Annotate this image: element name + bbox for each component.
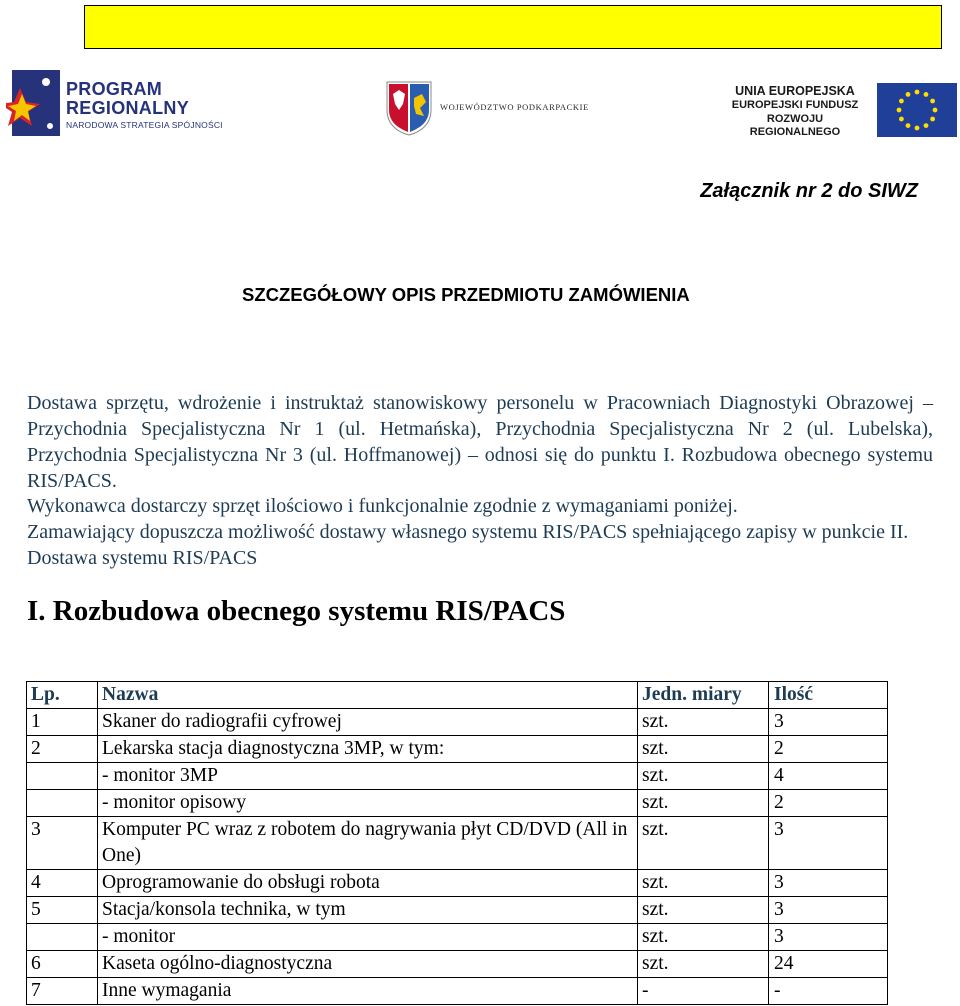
- cell-name: - monitor: [98, 924, 638, 951]
- cell-unit: szt.: [638, 870, 769, 897]
- table-row: [27, 736, 888, 763]
- cell-lp: [27, 790, 98, 817]
- cell-name: Stacja/konsola technika, w tym: [98, 897, 638, 924]
- cell-unit: szt.: [638, 817, 769, 870]
- table-header-row: [27, 682, 888, 709]
- cell-unit: szt.: [638, 897, 769, 924]
- table-row: [27, 924, 888, 951]
- table-row: [27, 870, 888, 897]
- cell-qty: 4: [769, 763, 888, 790]
- ue-logo-line3: ROZWOJU REGIONALNEGO: [749, 112, 841, 138]
- cell-unit: szt.: [638, 951, 769, 978]
- intro-paragraph: Dostawa sprzętu, wdrożenie i instruktaż stanowiskowy personelu w Pracowniach Diagnostyki Obrazowej – Przychodnia Specjalistyczna Nr 1 (ul. Hetmańska), Przychodnia Specjalistyczna Nr 2 (ul. Lubelska), Przychodnia Specjalistyczna Nr 3 (ul. Hoffmanowej) – odnosi się do punktu I. Rozbudowa obecnego systemu RIS/PACS.: [27, 392, 933, 492]
- cell-lp: [27, 924, 98, 951]
- program-regionalny-emblem-icon: [6, 66, 62, 142]
- header-qty: Ilość: [769, 682, 888, 709]
- cell-qty: 3: [769, 817, 888, 870]
- table-row: [27, 897, 888, 924]
- wojewodztwo-podkarpackie-logo: [385, 80, 600, 138]
- cell-name: - monitor opisowy: [98, 790, 638, 817]
- cell-name: Skaner do radiografii cyfrowej: [98, 709, 638, 736]
- logo-program-line3: NARODOWA STRATEGIA SPÓJNOŚCI: [66, 120, 223, 130]
- cell-unit: szt.: [638, 709, 769, 736]
- table-row: [27, 709, 888, 736]
- document-title: SZCZEGÓŁOWY OPIS PRZEDMIOTU ZAMÓWIENIA: [242, 284, 690, 305]
- cell-qty: -: [769, 978, 888, 1005]
- contractor-note: Wykonawca dostarczy sprzęt ilościowo i funkcjonalnie zgodnie z wymaganiami poniżej.: [27, 495, 738, 517]
- cell-lp: 7: [27, 978, 98, 1005]
- header-unit: Jedn. miary: [638, 682, 769, 709]
- logo-program-line1: PROGRAM: [66, 79, 163, 99]
- wojewodztwo-logo-text: WOJEWÓDZTWO PODKARPACKIE: [440, 102, 589, 112]
- cell-qty: 2: [769, 736, 888, 763]
- cell-lp: 3: [27, 817, 98, 870]
- ue-logo-line1: UNIA EUROPEJSKA: [735, 84, 855, 98]
- cell-name: Komputer PC wraz z robotem do nagrywania płyt CD/DVD (All in One): [98, 817, 638, 870]
- cell-lp: 2: [27, 736, 98, 763]
- cell-lp: 6: [27, 951, 98, 978]
- cell-qty: 3: [769, 709, 888, 736]
- cell-name: Oprogramowanie do obsługi robota: [98, 870, 638, 897]
- cell-unit: szt.: [638, 763, 769, 790]
- header-lp: Lp.: [27, 682, 98, 709]
- header-name: Nazwa: [98, 682, 638, 709]
- top-highlight-banner: [84, 5, 942, 49]
- ue-logo-line2: EUROPEJSKI FUNDUSZ: [731, 99, 859, 111]
- program-regionalny-logo: [6, 66, 246, 148]
- cell-qty: 24: [769, 951, 888, 978]
- cell-qty: 3: [769, 870, 888, 897]
- table-row: [27, 817, 888, 870]
- cell-lp: 4: [27, 870, 98, 897]
- table-row: [27, 951, 888, 978]
- unia-europejska-logo: [722, 80, 960, 138]
- section-heading: I. Rozbudowa obecnego systemu RIS/PACS: [27, 595, 566, 627]
- cell-qty: 3: [769, 924, 888, 951]
- purchaser-note: Zamawiający dopuszcza możliwość dostawy własnego systemu RIS/PACS spełniającego zapisy w punkcie II. Dostawa systemu RIS/PACS: [27, 521, 909, 569]
- coat-of-arms-icon: [385, 80, 433, 136]
- cell-qty: 2: [769, 790, 888, 817]
- table-row: [27, 790, 888, 817]
- logo-program-line2: REGIONALNY: [66, 98, 190, 118]
- eu-flag-icon: [877, 83, 957, 137]
- cell-unit: szt.: [638, 736, 769, 763]
- cell-name: - monitor 3MP: [98, 763, 638, 790]
- cell-unit: -: [638, 978, 769, 1005]
- cell-unit: szt.: [638, 790, 769, 817]
- cell-name: Inne wymagania: [98, 978, 638, 1005]
- annex-title: Załącznik nr 2 do SIWZ: [700, 180, 918, 202]
- table-row: [27, 763, 888, 790]
- cell-name: Lekarska stacja diagnostyczna 3MP, w tym:: [98, 736, 638, 763]
- table-row: [27, 978, 888, 1005]
- cell-lp: 5: [27, 897, 98, 924]
- cell-lp: 1: [27, 709, 98, 736]
- items-table: [26, 681, 888, 1005]
- cell-qty: 3: [769, 897, 888, 924]
- cell-name: Kaseta ogólno-diagnostyczna: [98, 951, 638, 978]
- cell-lp: [27, 763, 98, 790]
- cell-unit: szt.: [638, 924, 769, 951]
